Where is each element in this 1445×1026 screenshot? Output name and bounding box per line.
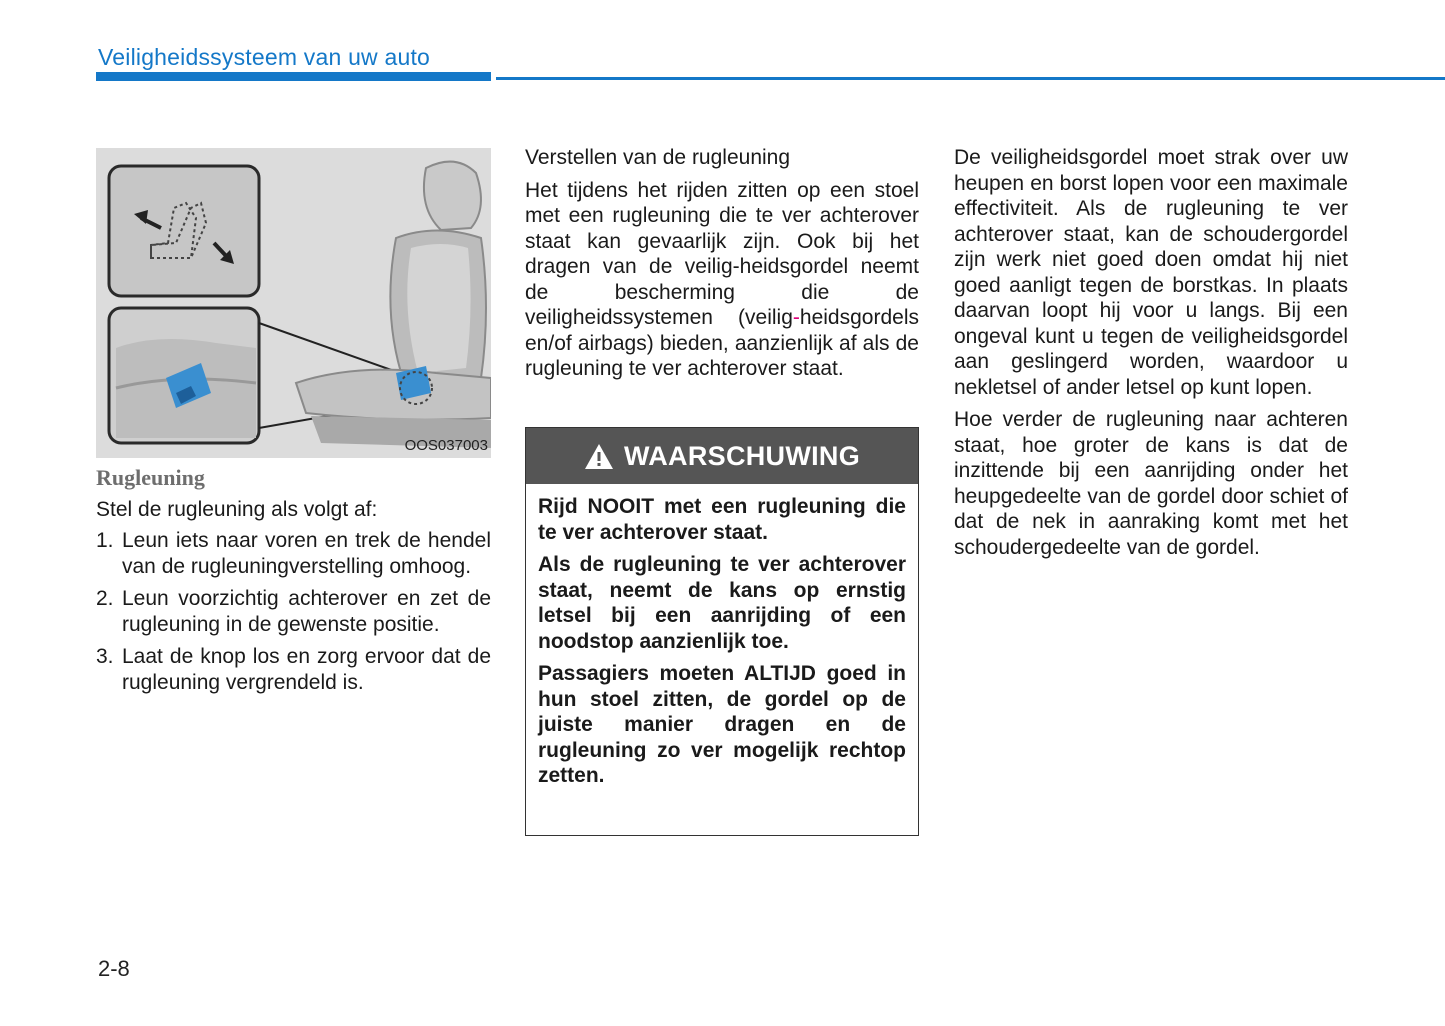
column-middle (525, 145, 919, 382)
warning-paragraph: Passagiers moeten ALTIJD goed in hun stoel zitten, de gordel op de juiste manier dragen en de rugleuning zo ver mogelijk rechtop zetten. (538, 662, 906, 787)
warning-title: WAARSCHUWING (623, 440, 861, 471)
warning-box (525, 427, 919, 836)
intro-text: Stel de rugleuning als volgt af: (96, 497, 378, 521)
adjust-steps (96, 528, 491, 695)
header-bar-thick (96, 72, 491, 81)
header-bar-thin (496, 77, 1445, 80)
step-number: 1. (96, 529, 114, 552)
warning-body (526, 484, 918, 789)
recline-inset (109, 166, 259, 296)
page-number: 2-8 (98, 956, 130, 981)
warning-header (526, 428, 918, 484)
para-part-a: Het tijdens het rijden zitten op een stoel met een rugleuning die te ver achterover staat kan gevaarlijk zijn. Ook bij het dragen van de veilig-heidsgordel neemt de bescherming die de veiligheidssystemen (veilig (525, 178, 919, 329)
section-heading: Verstellen van de rugleuning (525, 146, 791, 169)
figure-code: OOS037003 (404, 437, 488, 454)
step-item (96, 528, 491, 579)
lever-inset (109, 308, 259, 443)
red-hyphen: - (792, 306, 800, 329)
step-item (96, 586, 491, 637)
column-left (96, 465, 491, 702)
warning-paragraph: Rijd NOOIT met een rugleuning die te ver achterover staat. (538, 495, 906, 544)
warning-paragraph: Als de rugleuning te ver achterover staat, neemt de kans op ernstig letsel bij een aanrijding of een noodstop aanzienlijk toe. (538, 553, 906, 653)
warning-triangle-icon (584, 443, 614, 470)
body-paragraph: Hoe verder de rugleuning naar achteren staat, hoe groter de kans is dat de inzittende bij een aanrijding onder het heupgedeelte van de gordel door schiet of dat de nek in aanraking komt met het schoudergedeelte van de gordel. (954, 408, 1348, 559)
step-text: Laat de knop los en zorg ervoor dat de rugleuning vergrendeld is. (122, 645, 491, 694)
para-part-b: heidsgordels en/of airbags) bieden, aanzienlijk af als de rugleuning te ver achterover staat. (525, 306, 919, 380)
section-title: Veiligheidssysteem van uw auto (98, 44, 431, 70)
seat-drawing (96, 148, 491, 458)
step-text: Leun iets naar voren en trek de hendel van de rugleuningverstelling omhoog. (122, 529, 491, 578)
subheading-rugleuning: Rugleuning (96, 465, 205, 490)
seat-illustration (96, 148, 491, 458)
column-right (954, 145, 1348, 560)
step-number: 3. (96, 645, 114, 668)
body-paragraph: De veiligheidsgordel moet strak over uw heupen en borst lopen voor een maximale effectiviteit. Als de rugleuning te ver achterover staat, kan de schoudergordel zijn werk niet goed doen omdat hij niet goed aanligt tegen de borstkas. In plaats daarvan loopt hij voor u langs. Bij een ongeval kunt u tegen de veiligheidsgordel aan geslingerd worden, waardoor u nekletsel of ander letsel op kunt lopen. (954, 146, 1348, 399)
step-number: 2. (96, 587, 114, 610)
step-item (96, 644, 491, 695)
body-paragraph (525, 178, 919, 382)
step-text: Leun voorzichtig achterover en zet de rugleuning in de gewenste positie. (122, 587, 491, 636)
